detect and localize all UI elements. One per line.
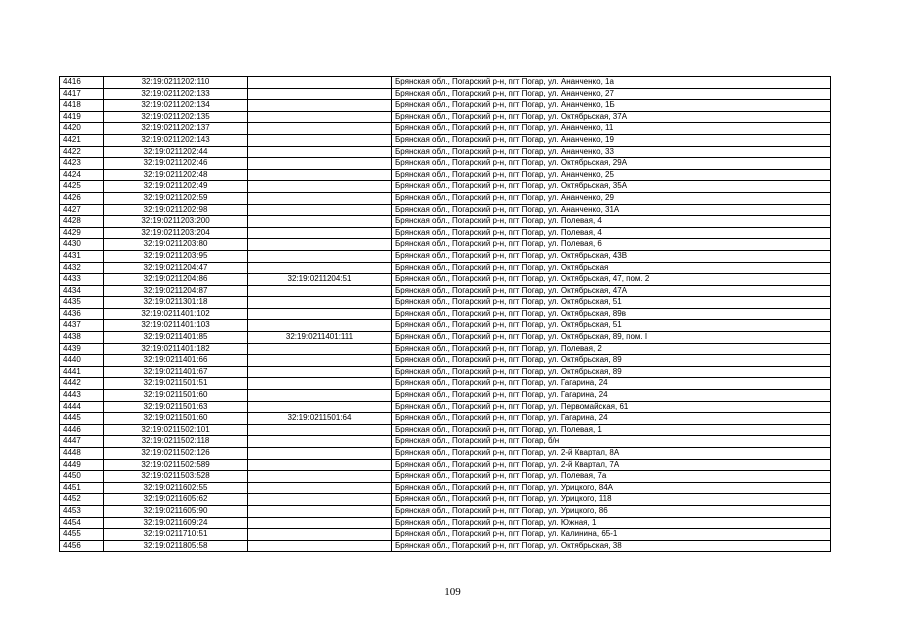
related-cadastral-number-cell [248,134,392,146]
row-number-cell: 4424 [60,169,104,181]
cadastral-number-cell: 32:19:0211401:102 [104,308,248,320]
cadastral-number-cell: 32:19:0211503:528 [104,471,248,483]
address-cell: Брянская обл., Погарский р-н, пгт Погар, ул. Октябрьская, 51 [392,297,831,309]
row-number-cell: 4439 [60,343,104,355]
related-cadastral-number-cell [248,192,392,204]
address-cell: Брянская обл., Погарский р-н, пгт Погар, ул. Калинина, 65-1 [392,529,831,541]
cadastral-number-cell: 32:19:0211202:135 [104,111,248,123]
related-cadastral-number-cell [248,111,392,123]
table-row [60,274,831,286]
address-cell: Брянская обл., Погарский р-н, пгт Погар, ул. Ананченко, 11 [392,123,831,135]
cadastral-number-cell: 32:19:0211401:67 [104,366,248,378]
table-row [60,192,831,204]
table-row [60,262,831,274]
related-cadastral-number-cell [248,158,392,170]
cadastral-number-cell: 32:19:0211501:60 [104,413,248,425]
table-row [60,471,831,483]
address-cell: Брянская обл., Погарский р-н, пгт Погар, ул. Урицкого, 118 [392,494,831,506]
cadastral-number-cell: 32:19:0211609:24 [104,517,248,529]
table-row [60,88,831,100]
row-number-cell: 4427 [60,204,104,216]
cadastral-number-cell: 32:19:0211204:87 [104,285,248,297]
address-cell: Брянская обл., Погарский р-н, пгт Погар, б/н [392,436,831,448]
related-cadastral-number-cell: 32:19:0211401:111 [248,332,392,344]
row-number-cell: 4438 [60,332,104,344]
cadastral-number-cell: 32:19:0211202:137 [104,123,248,135]
table-row [60,540,831,552]
cadastral-number-cell: 32:19:0211204:86 [104,274,248,286]
cadastral-number-cell: 32:19:0211602:55 [104,482,248,494]
cadastral-number-cell: 32:19:0211401:182 [104,343,248,355]
table-row [60,343,831,355]
related-cadastral-number-cell [248,505,392,517]
table-row [60,204,831,216]
related-cadastral-number-cell [248,494,392,506]
related-cadastral-number-cell [248,401,392,413]
related-cadastral-number-cell [248,262,392,274]
address-cell: Брянская обл., Погарский р-н, пгт Погар, ул. Полевая, 6 [392,239,831,251]
row-number-cell: 4446 [60,424,104,436]
cadastral-number-cell: 32:19:0211202:46 [104,158,248,170]
page-number: 109 [444,586,461,598]
table-row [60,413,831,425]
row-number-cell: 4441 [60,366,104,378]
cadastral-number-cell: 32:19:0211605:90 [104,505,248,517]
row-number-cell: 4455 [60,529,104,541]
address-cell: Брянская обл., Погарский р-н, пгт Погар, ул. Полевая, 7а [392,471,831,483]
table-row [60,494,831,506]
row-number-cell: 4428 [60,216,104,228]
related-cadastral-number-cell [248,424,392,436]
row-number-cell: 4453 [60,505,104,517]
related-cadastral-number-cell [248,390,392,402]
row-number-cell: 4456 [60,540,104,552]
cadastral-number-cell: 32:19:0211204:47 [104,262,248,274]
row-number-cell: 4421 [60,134,104,146]
table-row [60,111,831,123]
table-row [60,100,831,112]
cadastral-number-cell: 32:19:0211202:134 [104,100,248,112]
row-number-cell: 4418 [60,100,104,112]
table-row [60,505,831,517]
related-cadastral-number-cell [248,308,392,320]
address-cell: Брянская обл., Погарский р-н, пгт Погар, ул. Октябрьская, 89 [392,366,831,378]
row-number-cell: 4416 [60,77,104,89]
address-cell: Брянская обл., Погарский р-н, пгт Погар, ул. Первомайская, 61 [392,401,831,413]
row-number-cell: 4434 [60,285,104,297]
table-row [60,239,831,251]
related-cadastral-number-cell [248,297,392,309]
cadastral-number-cell: 32:19:0211301:18 [104,297,248,309]
cadastral-number-cell: 32:19:0211203:80 [104,239,248,251]
address-cell: Брянская обл., Погарский р-н, пгт Погар, ул. Ананченко, 33 [392,146,831,158]
row-number-cell: 4445 [60,413,104,425]
related-cadastral-number-cell [248,540,392,552]
address-cell: Брянская обл., Погарский р-н, пгт Погар, ул. Октябрьская, 35А [392,181,831,193]
address-cell: Брянская обл., Погарский р-н, пгт Погар, ул. 2-й Квартал, 8А [392,448,831,460]
cadastral-number-cell: 32:19:0211203:204 [104,227,248,239]
property-table [59,76,831,552]
address-cell: Брянская обл., Погарский р-н, пгт Погар, ул. Октябрьская, 89, пом. I [392,332,831,344]
related-cadastral-number-cell [248,239,392,251]
address-cell: Брянская обл., Погарский р-н, пгт Погар, ул. Октябрьская, 89в [392,308,831,320]
address-cell: Брянская обл., Погарский р-н, пгт Погар, ул. Октябрьская [392,262,831,274]
row-number-cell: 4431 [60,250,104,262]
row-number-cell: 4454 [60,517,104,529]
related-cadastral-number-cell [248,529,392,541]
related-cadastral-number-cell [248,77,392,89]
cadastral-number-cell: 32:19:0211202:59 [104,192,248,204]
table-row [60,216,831,228]
cadastral-number-cell: 32:19:0211502:589 [104,459,248,471]
cadastral-number-cell: 32:19:0211502:101 [104,424,248,436]
related-cadastral-number-cell: 32:19:0211204:51 [248,274,392,286]
related-cadastral-number-cell [248,448,392,460]
cadastral-number-cell: 32:19:0211502:118 [104,436,248,448]
address-cell: Брянская обл., Погарский р-н, пгт Погар, ул. Октябрьская, 29А [392,158,831,170]
table-row [60,308,831,320]
related-cadastral-number-cell [248,471,392,483]
table-row [60,529,831,541]
cadastral-number-cell: 32:19:0211203:95 [104,250,248,262]
table-row [60,378,831,390]
row-number-cell: 4426 [60,192,104,204]
related-cadastral-number-cell [248,378,392,390]
related-cadastral-number-cell [248,100,392,112]
address-cell: Брянская обл., Погарский р-н, пгт Погар, ул. Ананченко, 19 [392,134,831,146]
row-number-cell: 4432 [60,262,104,274]
address-cell: Брянская обл., Погарский р-н, пгт Погар, ул. Урицкого, 86 [392,505,831,517]
cadastral-number-cell: 32:19:0211805:58 [104,540,248,552]
related-cadastral-number-cell [248,204,392,216]
cadastral-number-cell: 32:19:0211202:44 [104,146,248,158]
table-row [60,401,831,413]
related-cadastral-number-cell [248,285,392,297]
table-row [60,297,831,309]
row-number-cell: 4440 [60,355,104,367]
cadastral-number-cell: 32:19:0211605:62 [104,494,248,506]
related-cadastral-number-cell [248,436,392,448]
row-number-cell: 4422 [60,146,104,158]
address-cell: Брянская обл., Погарский р-н, пгт Погар, ул. 2-й Квартал, 7А [392,459,831,471]
table-row [60,169,831,181]
address-cell: Брянская обл., Погарский р-н, пгт Погар, ул. Ананченко, 27 [392,88,831,100]
cadastral-number-cell: 32:19:0211202:133 [104,88,248,100]
table-row [60,517,831,529]
row-number-cell: 4451 [60,482,104,494]
row-number-cell: 4452 [60,494,104,506]
property-table-body [60,77,831,552]
related-cadastral-number-cell [248,320,392,332]
row-number-cell: 4437 [60,320,104,332]
address-cell: Брянская обл., Погарский р-н, пгт Погар, ул. Октябрьская, 43В [392,250,831,262]
row-number-cell: 4425 [60,181,104,193]
row-number-cell: 4444 [60,401,104,413]
table-row [60,332,831,344]
address-cell: Брянская обл., Погарский р-н, пгт Погар, ул. Ананченко, 1а [392,77,831,89]
related-cadastral-number-cell [248,227,392,239]
table-row [60,134,831,146]
cadastral-number-cell: 32:19:0211501:60 [104,390,248,402]
table-row [60,158,831,170]
cadastral-number-cell: 32:19:0211203:200 [104,216,248,228]
address-cell: Брянская обл., Погарский р-н, пгт Погар, ул. Октябрьская, 47А [392,285,831,297]
related-cadastral-number-cell [248,216,392,228]
cadastral-number-cell: 32:19:0211202:48 [104,169,248,181]
table-row [60,366,831,378]
cadastral-number-cell: 32:19:0211401:103 [104,320,248,332]
related-cadastral-number-cell [248,343,392,355]
row-number-cell: 4419 [60,111,104,123]
related-cadastral-number-cell [248,123,392,135]
related-cadastral-number-cell [248,88,392,100]
table-row [60,250,831,262]
cadastral-number-cell: 32:19:0211202:98 [104,204,248,216]
row-number-cell: 4448 [60,448,104,460]
address-cell: Брянская обл., Погарский р-н, пгт Погар, ул. Полевая, 4 [392,227,831,239]
cadastral-number-cell: 32:19:0211710:51 [104,529,248,541]
address-cell: Брянская обл., Погарский р-н, пгт Погар, ул. Гагарина, 24 [392,390,831,402]
related-cadastral-number-cell [248,181,392,193]
table-row [60,459,831,471]
related-cadastral-number-cell [248,517,392,529]
row-number-cell: 4420 [60,123,104,135]
row-number-cell: 4435 [60,297,104,309]
address-cell: Брянская обл., Погарский р-н, пгт Погар, ул. Ананченко, 31А [392,204,831,216]
cadastral-number-cell: 32:19:0211202:49 [104,181,248,193]
row-number-cell: 4436 [60,308,104,320]
table-row [60,285,831,297]
table-row [60,146,831,158]
table-row [60,227,831,239]
cadastral-number-cell: 32:19:0211502:126 [104,448,248,460]
related-cadastral-number-cell [248,169,392,181]
address-cell: Брянская обл., Погарский р-н, пгт Погар, ул. Октябрьская, 37А [392,111,831,123]
row-number-cell: 4450 [60,471,104,483]
address-cell: Брянская обл., Погарский р-н, пгт Погар, ул. Урицкого, 84А [392,482,831,494]
cadastral-number-cell: 32:19:0211401:85 [104,332,248,344]
address-cell: Брянская обл., Погарский р-н, пгт Погар, ул. Южная, 1 [392,517,831,529]
row-number-cell: 4447 [60,436,104,448]
related-cadastral-number-cell [248,459,392,471]
table-row [60,482,831,494]
row-number-cell: 4423 [60,158,104,170]
table-row [60,123,831,135]
address-cell: Брянская обл., Погарский р-н, пгт Погар, ул. Полевая, 2 [392,343,831,355]
address-cell: Брянская обл., Погарский р-н, пгт Погар, ул. Октябрьская, 89 [392,355,831,367]
row-number-cell: 4449 [60,459,104,471]
address-cell: Брянская обл., Погарский р-н, пгт Погар, ул. Октябрьская, 38 [392,540,831,552]
table-row [60,355,831,367]
cadastral-number-cell: 32:19:0211202:143 [104,134,248,146]
cadastral-number-cell: 32:19:0211401:66 [104,355,248,367]
table-row [60,320,831,332]
table-row [60,390,831,402]
table-row [60,181,831,193]
cadastral-number-cell: 32:19:0211202:110 [104,77,248,89]
row-number-cell: 4442 [60,378,104,390]
related-cadastral-number-cell [248,250,392,262]
address-cell: Брянская обл., Погарский р-н, пгт Погар, ул. Ананченко, 29 [392,192,831,204]
table-row [60,448,831,460]
address-cell: Брянская обл., Погарский р-н, пгт Погар, ул. Октябрьская, 47, пом. 2 [392,274,831,286]
related-cadastral-number-cell [248,355,392,367]
table-row [60,436,831,448]
row-number-cell: 4417 [60,88,104,100]
table-row [60,77,831,89]
address-cell: Брянская обл., Погарский р-н, пгт Погар, ул. Ананченко, 1Б [392,100,831,112]
related-cadastral-number-cell [248,482,392,494]
cadastral-number-cell: 32:19:0211501:51 [104,378,248,390]
address-cell: Брянская обл., Погарский р-н, пгт Погар, ул. Полевая, 4 [392,216,831,228]
row-number-cell: 4429 [60,227,104,239]
address-cell: Брянская обл., Погарский р-н, пгт Погар, ул. Гагарина, 24 [392,378,831,390]
cadastral-number-cell: 32:19:0211501:63 [104,401,248,413]
address-cell: Брянская обл., Погарский р-н, пгт Погар, ул. Октябрьская, 51 [392,320,831,332]
related-cadastral-number-cell [248,366,392,378]
related-cadastral-number-cell [248,146,392,158]
row-number-cell: 4443 [60,390,104,402]
related-cadastral-number-cell: 32:19:0211501:64 [248,413,392,425]
table-row [60,424,831,436]
address-cell: Брянская обл., Погарский р-н, пгт Погар, ул. Полевая, 1 [392,424,831,436]
address-cell: Брянская обл., Погарский р-н, пгт Погар, ул. Гагарина, 24 [392,413,831,425]
row-number-cell: 4433 [60,274,104,286]
row-number-cell: 4430 [60,239,104,251]
address-cell: Брянская обл., Погарский р-н, пгт Погар, ул. Ананченко, 25 [392,169,831,181]
